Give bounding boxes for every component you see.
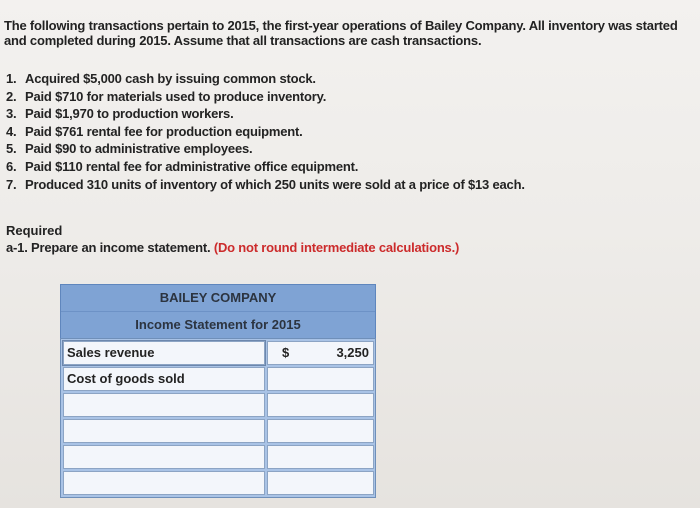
statement-grid [60,338,376,498]
line-item-input[interactable] [63,471,265,495]
line-item-input[interactable] [63,419,265,443]
amount-input[interactable] [267,419,374,443]
statement-row [63,393,375,417]
transaction-number: 1. [6,71,17,86]
statement-row [63,419,375,443]
amount-input[interactable] [267,445,374,469]
company-name: BAILEY COMPANY [159,290,277,305]
problem-intro: The following transactions pertain to 2015, the first-year operations of Bailey Company. All inventory was started and completed during 2015. Assume that all transactions are cash transactions. [4,18,678,48]
required-heading: Required [6,223,63,238]
amount-input[interactable] [267,471,374,495]
transaction-item [6,158,686,176]
rounding-note: (Do not round intermediate calculations.) [213,240,460,255]
transaction-text: Acquired $5,000 cash by issuing common stock. [25,71,316,86]
amount-value: 3,250 [336,345,369,360]
transaction-number: 4. [6,123,17,139]
amount-input[interactable] [267,393,374,417]
transaction-text: Paid $761 rental fee for production equipment. [25,123,303,139]
transaction-text: Paid $90 to administrative employees. [25,141,253,157]
transaction-number: 6. [6,158,17,174]
transaction-number: 7. [6,176,17,192]
requirement-label: a-1. [6,240,28,255]
requirement-text: Prepare an income statement. [31,240,211,255]
income-statement [60,284,376,498]
amount-input[interactable] [267,367,374,391]
transaction-item [6,70,686,88]
transaction-item [6,105,686,123]
transaction-number: 2. [6,88,17,104]
transaction-item [6,123,686,141]
transaction-text: Paid $110 rental fee for administrative office equipment. [25,158,359,174]
line-item-input[interactable]: Sales revenue [63,341,265,365]
transaction-text: Produced 310 units of inventory of which 250 units were sold at a price of $13 each. [25,176,525,192]
statement-row [63,471,375,495]
statement-row [63,445,375,469]
statement-header [60,284,376,338]
statement-row [63,367,375,391]
statement-title: Income Statement for 2015 [61,311,375,338]
line-item-input[interactable] [63,393,265,417]
line-item-input[interactable] [63,445,265,469]
transaction-text: Paid $710 for materials used to produce inventory. [25,88,327,104]
requirement-a1 [6,240,459,255]
transaction-item [6,176,686,194]
transaction-item [6,88,686,106]
transaction-list [6,70,686,193]
currency-symbol: $ [282,345,290,360]
transaction-text: Paid $1,970 to production workers. [25,106,234,122]
transaction-number: 5. [6,141,17,157]
transaction-number: 3. [6,106,17,122]
amount-input[interactable] [267,341,374,365]
transaction-item [6,140,686,158]
statement-row [63,341,375,365]
line-item-input[interactable]: Cost of goods sold [63,367,265,391]
